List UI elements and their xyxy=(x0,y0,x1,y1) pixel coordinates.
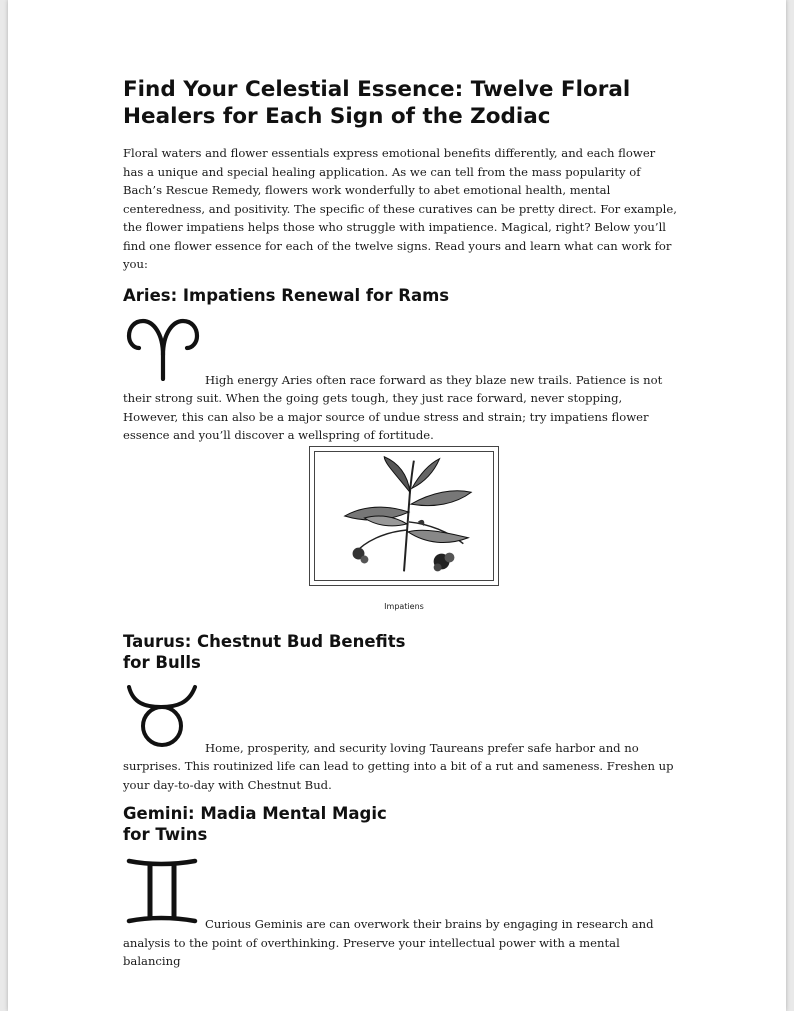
aries-heading: Aries: Impatiens Renewal for Rams xyxy=(123,285,450,305)
taurus-first-line: Home, prosperity, and security loving Taureans prefer safe harbor and no xyxy=(205,740,639,755)
gemini-section xyxy=(123,857,678,971)
taurus-section xyxy=(123,681,678,795)
gemini-heading-line1: Gemini: Madia Mental Magic xyxy=(123,804,387,823)
impatiens-figure xyxy=(309,446,499,586)
taurus-heading-line1: Taurus: Chestnut Bud Benefits xyxy=(123,631,406,651)
gemini-heading-line2: for Twins xyxy=(123,825,208,844)
gemini-first-line: Curious Geminis are can overwork their brains by engaging in research and xyxy=(205,917,654,931)
document-page xyxy=(8,0,786,1011)
taurus-heading-line2: for Bulls xyxy=(123,652,201,672)
taurus-body: surprises. This routinized life can lead to getting into a bit of a rut and sameness. Freshen up your day-to-day with Chestnut Bud. xyxy=(123,759,674,792)
aries-body: their strong suit. When the going gets tough, they just race forward, never stopping, However, this can also be a major source of undue stress and strain; try impatiens flower essence and you’ll discover a wellspring of fortitude. xyxy=(123,391,649,442)
article xyxy=(123,76,678,971)
gemini-body: analysis to the point of overthinking. Preserve your intellectual power with a mental balancing xyxy=(123,935,620,968)
intro-paragraph: Floral waters and flower essentials express emotional benefits differently, and each flower has a unique and special healing application. As we can tell from the mass popularity of Bach’s Rescue Remedy, flowers work wonderfully to abet emotional health, mental centeredness, and positivity. The specific of these curatives can be pretty direct. For example, the flower impatiens helps those who struggle with impatience. Magical, right? Below you’ll find one flower essence for each of the twelve signs. Read yours and learn what can work for you: xyxy=(123,146,677,271)
article-title: Find Your Celestial Essence: Twelve Floral Healers for Each Sign of the Zodiac xyxy=(123,77,631,129)
aries-first-line: High energy Aries often race forward as they blaze new trails. Patience is not xyxy=(205,372,663,387)
aries-section xyxy=(123,315,678,445)
figure-caption: Impatiens xyxy=(384,602,424,611)
impatiens-plant-illustration xyxy=(315,452,493,580)
